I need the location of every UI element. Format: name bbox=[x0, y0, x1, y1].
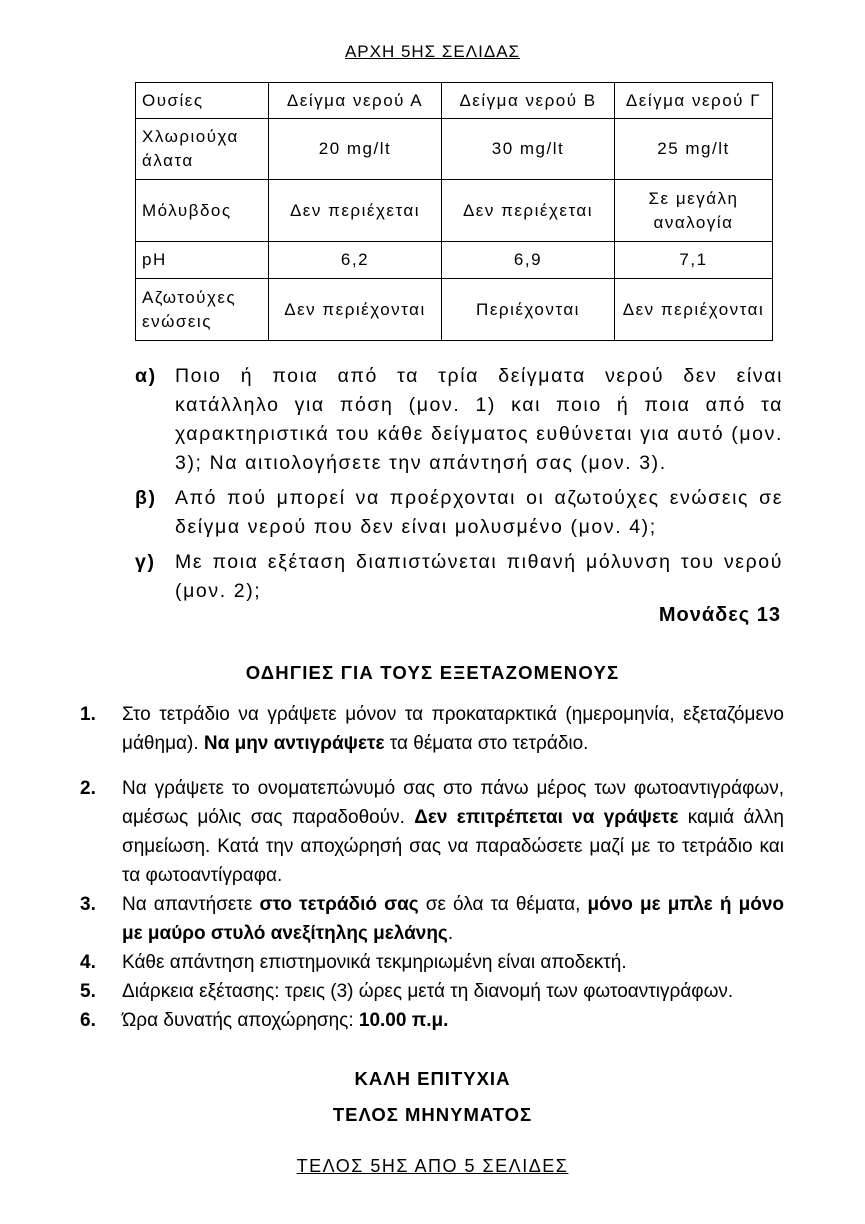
instruction-text bbox=[122, 1006, 784, 1035]
instruction-text bbox=[122, 948, 784, 977]
question-text: Ποιο ή ποια από τα τρία δείγματα νερού δεν είναι κατάλληλο για πόση (μον. 1) και ποιο ή ποια από τα χαρακτηριστικά του κάθε δείγματος ευθύνεται για αυτό (μον. 3); Να αιτιολογήσετε την απάντησή σας (μον. 3). bbox=[175, 365, 783, 474]
column-header: Δείγμα νερού Α bbox=[269, 83, 442, 119]
instruction-text-part: Στο τετράδιο να γράψετε μόνον τα προκαταρκτικά (ημερομηνία, εξεταζόμενο μάθημα). bbox=[122, 704, 784, 754]
instruction-number: 5. bbox=[80, 981, 96, 1002]
table-cell: pH bbox=[136, 242, 269, 279]
table-cell: 6,9 bbox=[442, 242, 615, 279]
instruction-text bbox=[122, 774, 784, 890]
table-cell: Μόλυβδος bbox=[136, 180, 269, 242]
instruction-text-part: Διάρκεια εξέτασης: τρεις (3) ώρες μετά τη διανομή των φωτοαντιγράφων. bbox=[122, 981, 734, 1002]
questions-list bbox=[135, 362, 783, 612]
instruction-text-part: Να απαντήσετε bbox=[122, 894, 260, 915]
table-row bbox=[136, 242, 773, 279]
table-cell: 30 mg/lt bbox=[442, 119, 615, 180]
units-total: Μονάδες 13 bbox=[658, 604, 781, 626]
instruction-number: 4. bbox=[80, 952, 96, 973]
instruction-text-part: Κάθε απάντηση επιστημονικά τεκμηριωμένη είναι αποδεκτή. bbox=[122, 952, 627, 973]
instruction-text-part: . bbox=[447, 923, 454, 944]
column-header: Ουσίες bbox=[136, 83, 269, 119]
question-letter: γ) bbox=[135, 551, 156, 573]
question-b bbox=[135, 484, 783, 542]
closing-good-luck: ΚΑΛΗ ΕΠΙΤΥΧΙΑ bbox=[354, 1068, 511, 1089]
closing-end-message: ΤΕΛΟΣ ΜΗΝΥΜΑΤΟΣ bbox=[332, 1104, 533, 1125]
table-cell: Περιέχονται bbox=[442, 279, 615, 341]
table-cell: Δεν περιέχεται bbox=[442, 180, 615, 242]
water-samples-table bbox=[135, 82, 773, 341]
column-header: Δείγμα νερού Γ bbox=[615, 83, 773, 119]
instruction-text-part: Να γράψετε το ονοματεπώνυμό σας στο πάνω μέρος των φωτοαντιγράφων, αμέσως μόλις σας παραδοθούν. bbox=[122, 778, 784, 828]
instructions-title: ΟΔΗΓΙΕΣ ΓΙΑ ΤΟΥΣ ΕΞΕΤΑΖΟΜΕΝΟΥΣ bbox=[245, 662, 620, 683]
instruction-number: 6. bbox=[80, 1010, 96, 1031]
question-text: Από πού μπορεί να προέρχονται οι αζωτούχες ενώσεις σε δείγμα νερού που δεν είναι μολυσμένο (μον. 4); bbox=[175, 487, 783, 538]
table-cell: 7,1 bbox=[615, 242, 773, 279]
instruction-text bbox=[122, 977, 784, 1006]
table-cell: 25 mg/lt bbox=[615, 119, 773, 180]
instruction-item bbox=[80, 977, 784, 1006]
instruction-text-bold: Να μην αντιγράψετε bbox=[203, 733, 385, 754]
instruction-text-part: τα θέματα στο τετράδιο. bbox=[384, 733, 589, 754]
instruction-number: 3. bbox=[80, 894, 96, 915]
table-row bbox=[136, 279, 773, 341]
instruction-text-bold: μόνο με μπλε ή μόνο με μαύρο στυλό ανεξίτηλης μελάνης bbox=[122, 894, 784, 944]
table-row bbox=[136, 119, 773, 180]
page-header: ΑΡΧΗ 5ΗΣ ΣΕΛΙΔΑΣ bbox=[344, 42, 521, 61]
instruction-text-part: σε όλα τα θέματα, bbox=[418, 894, 588, 915]
instruction-item bbox=[80, 890, 784, 948]
instruction-number: 2. bbox=[80, 778, 96, 799]
instruction-text-bold: Δεν επιτρέπεται να γράψετε bbox=[414, 807, 679, 828]
question-c bbox=[135, 548, 783, 606]
instruction-text-bold: στο τετράδιό σας bbox=[259, 894, 419, 915]
instruction-text bbox=[122, 890, 784, 948]
instruction-text-part: καμιά άλλη σημείωση. Κατά την αποχώρησή σας να παραδώσετε μαζί με το τετράδιο και τα φωτοαντίγραφα. bbox=[122, 807, 784, 886]
table-cell: Σε μεγάλη αναλογία bbox=[615, 180, 773, 242]
table-cell: Δεν περιέχονται bbox=[269, 279, 442, 341]
table-cell: Χλωριούχα άλατα bbox=[136, 119, 269, 180]
instruction-item bbox=[80, 774, 784, 890]
table-cell: Δεν περιέχονται bbox=[615, 279, 773, 341]
table-header-row bbox=[136, 83, 773, 119]
instruction-item bbox=[80, 1006, 784, 1035]
question-letter: α) bbox=[135, 365, 157, 387]
question-text: Με ποια εξέταση διαπιστώνεται πιθανή μόλυνση του νερού (μον. 2); bbox=[175, 551, 783, 602]
question-letter: β) bbox=[135, 487, 157, 509]
table-cell: Αζωτούχες ενώσεις bbox=[136, 279, 269, 341]
table-cell: Δεν περιέχεται bbox=[269, 180, 442, 242]
column-header: Δείγμα νερού Β bbox=[442, 83, 615, 119]
table-cell: 20 mg/lt bbox=[269, 119, 442, 180]
page-footer: ΤΕΛΟΣ 5ΗΣ ΑΠΟ 5 ΣΕΛΙΔΕΣ bbox=[296, 1156, 569, 1176]
instructions-list bbox=[80, 700, 784, 1035]
instruction-text-bold: 10.00 π.μ. bbox=[358, 1010, 449, 1031]
table-cell: 6,2 bbox=[269, 242, 442, 279]
question-a bbox=[135, 362, 783, 478]
instruction-text-part: Ώρα δυνατής αποχώρησης: bbox=[122, 1010, 359, 1031]
table-row bbox=[136, 180, 773, 242]
instruction-item bbox=[80, 700, 784, 758]
instruction-item bbox=[80, 948, 784, 977]
instruction-text bbox=[122, 700, 784, 758]
instruction-number: 1. bbox=[80, 704, 96, 725]
